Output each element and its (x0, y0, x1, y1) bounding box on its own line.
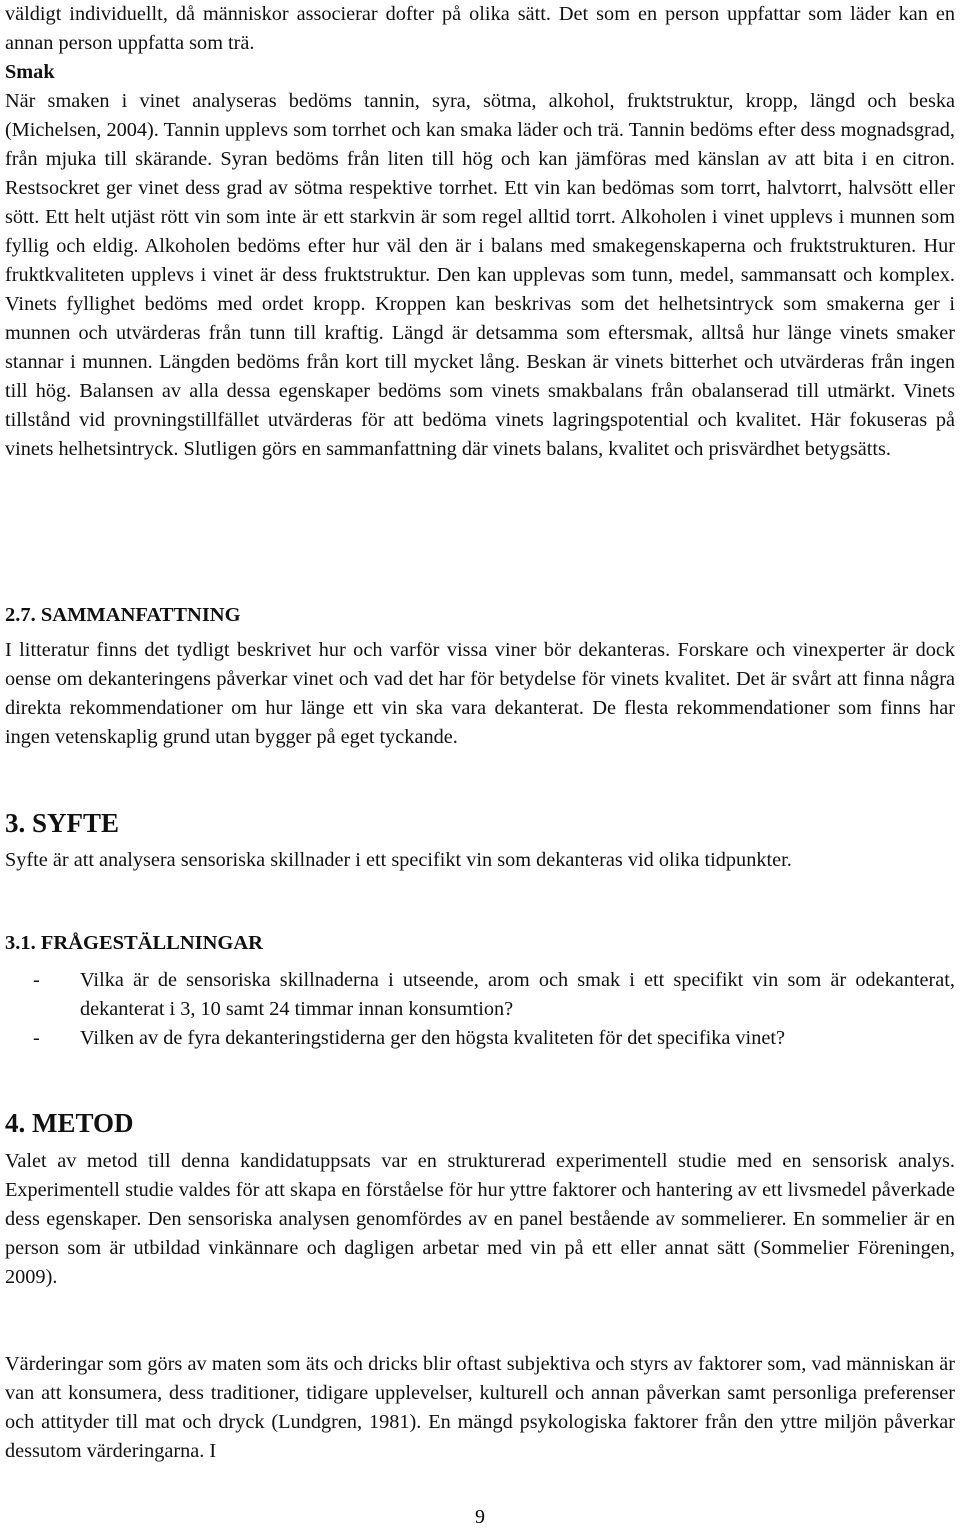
section-heading-sammanfattning: 2.7. SAMMANFATTNING (5, 604, 241, 626)
question-text: Vilka är de sensoriska skillnaderna i utseende, arom och smak i ett specifikt vin som är odekanterat, dekanterat i 3, 10 samt 24 timmar innan konsumtion? (80, 969, 955, 1020)
page-number: 9 (475, 1506, 485, 1528)
section-heading-fragestallningar: 3.1. FRÅGESTÄLLNINGAR (5, 932, 263, 954)
sammanfattning-paragraph: I litteratur finns det tydligt beskrivet hur och varför vissa viner bör dekanteras. Forskare och vinexperter är dock oense om dekanteringens påverkar vinet och vad det har för betydelse för vinets kvalitet. Det är svårt att finna några direkta rekommendationer om hur länge ett vin ska vara dekanterat. De flesta rekommendationer som finns har ingen vetenskaplig grund utan bygger på eget tyckande. (5, 639, 955, 748)
bullet-dash: - (33, 1027, 40, 1049)
metod-paragraph-1: Valet av metod till denna kandidatuppsats var en strukturerad experimentell studie med en sensorisk analys. Experimentell studie valdes för att skapa en förståelse för hur yttre faktorer och hantering av ett livsmedel påverkade dess egenskaper. Den sensoriska analysen genomfördes av en panel bestående av sommelierer. En sommelier är en person som är utbildad vinkännare och dagligen arbetar med vin på ett eller annat sätt (Sommelier Föreningen, 2009). (5, 1150, 955, 1288)
sammanfattning-body (5, 636, 955, 752)
syfte-paragraph: Syfte är att analysera sensoriska skillnader i ett specifikt vin som dekanteras vid olika tidpunkter. (5, 849, 792, 871)
document-page (5, 0, 955, 1537)
smak-heading: Smak (5, 61, 55, 83)
metod-body (5, 1147, 955, 1292)
section-heading-syfte: 3. SYFTE (5, 808, 120, 838)
intro-paragraph: väldigt individuellt, då människor associerar dofter på olika sätt. Det som en person uppfattar som läder kan en annan person uppfatta som trä. (5, 3, 955, 54)
metod-body-2 (5, 1350, 955, 1466)
list-item (5, 1024, 955, 1053)
metod-paragraph-2: Värderingar som görs av maten som äts och dricks blir oftast subjektiva och styrs av faktorer som, vad människan är van att konsumera, dess traditioner, tidigare upplevelser, kulturell och annan påverkan samt personliga preferenser och attityder till mat och dryck (Lundgren, 1981). En mängd psykologiska faktorer från den yttre miljön påverkar dessutom värderingarna. I (5, 1353, 955, 1462)
bullet-dash: - (33, 969, 40, 991)
question-list (5, 966, 955, 1053)
question-text: Vilken av de fyra dekanteringstiderna ger den högsta kvaliteten för det specifika vinet? (80, 1027, 785, 1049)
intro-section (5, 0, 955, 58)
sammanfattning-section (5, 601, 955, 630)
section-heading-metod: 4. METOD (5, 1108, 134, 1138)
fragestallningar-section (5, 929, 955, 958)
list-item (5, 966, 955, 1024)
syfte-section (5, 806, 955, 840)
smak-paragraph: När smaken i vinet analyseras bedöms tannin, syra, sötma, alkohol, fruktstruktur, kropp, längd och beska (Michelsen, 2004). Tannin upplevs som torrhet och kan smaka läder och trä. Tannin bedöms efter dess mognadsgrad, från mjuka till skärande. Syran bedöms från liten till hög och kan jämföras med känslan av att bita i en citron. Restsockret ger vinet dess grad av sötma respektive torrhet. Ett vin kan bedömas som torrt, halvtorrt, halvsött eller sött. Ett helt utjäst rött vin som inte är ett starkvin är som regel alltid torrt. Alkoholen i vinet upplevs i munnen som fyllig och eldig. Alkoholen bedöms efter hur väl den är i balans med smakegenskaperna och fruktstrukturen. Hur fruktkvaliteten upplevs i vinet är dess fruktstruktur. Den kan upplevas som tunn, medel, sammansatt och komplex. Vinets fyllighet bedöms med ordet kropp. Kroppen kan beskrivas som det helhetsintryck som smakerna ger i munnen och utvärderas från tunn till kraftig. Längd är detsamma som eftersmak, alltså hur länge vinets smaker stannar i munnen. Längden bedöms från kort till mycket lång. Beskan är vinets bitterhet och utvärderas från ingen till hög. Balansen av alla dessa egenskaper bedöms som vinets smakbalans från obalanserad till utmärkt. Vinets tillstånd vid provningstillfället utvärderas för att bedöma vinets lagringspotential och kvalitet. Här fokuseras på vinets helhetsintryck. Slutligen görs en sammanfattning där vinets balans, kvalitet och prisvärdhet betygsätts. (5, 90, 955, 460)
metod-section (5, 1106, 955, 1140)
smak-section (5, 58, 955, 464)
syfte-body (5, 846, 955, 875)
